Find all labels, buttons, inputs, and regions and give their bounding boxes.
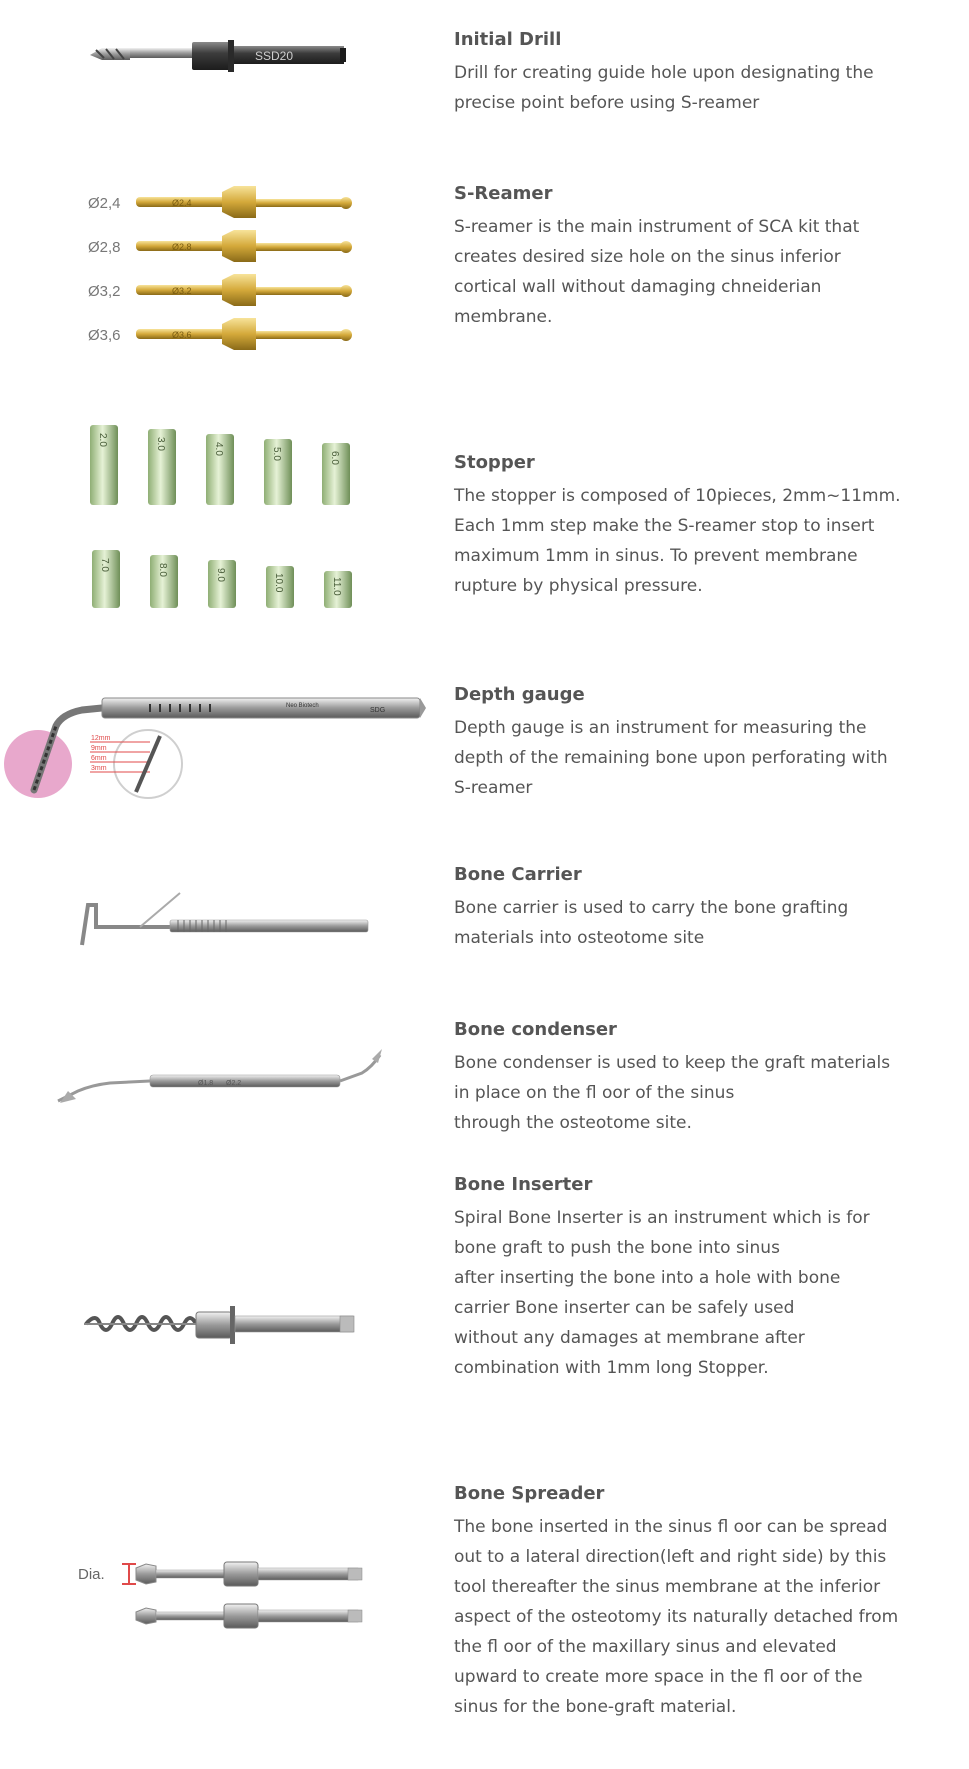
stopper-piece xyxy=(266,566,294,608)
s-reamer-title: S-Reamer xyxy=(454,183,553,204)
stopper-description: The stopper is composed of 10pieces, 2mm~11mm. Each 1mm step make the S-reamer stop to insert maximum 1mm in sinus. To prevent membrane rupture by physical pressure. xyxy=(454,486,901,596)
bone-carrier-image xyxy=(0,865,440,975)
stopper-piece xyxy=(150,555,178,608)
depth-mark-label: 6mm xyxy=(91,755,107,762)
depth-mark-label: 12mm xyxy=(91,735,111,742)
initial-drill-image xyxy=(0,0,440,150)
s-reamer-row-1 xyxy=(88,186,352,218)
dia-indicator xyxy=(122,1564,136,1584)
bone-inserter-icon xyxy=(0,1200,440,1430)
stopper-piece xyxy=(322,443,350,505)
depth-gauge-brand: Neo Biotech xyxy=(286,703,319,709)
stopper-size-label: 11.0 xyxy=(331,577,342,596)
depth-gauge-image xyxy=(0,680,440,820)
bone-spreader-image xyxy=(0,1480,440,1740)
bone-condenser-icon xyxy=(0,1015,440,1145)
stopper-piece xyxy=(264,439,292,505)
initial-drill-icon xyxy=(0,0,440,150)
stopper-piece xyxy=(208,560,236,608)
bone-condenser-description: Bone condenser is used to keep the graft materials in place on the fl oor of the sinus through the osteotome site. xyxy=(454,1053,891,1133)
depth-gauge-model: SDG xyxy=(370,707,386,714)
s-reamer-shaft-label: Ø3.2 xyxy=(172,286,192,296)
drill-label: SSD20 xyxy=(255,49,294,63)
instrument-bone-inserter xyxy=(0,1174,969,1430)
depth-mark-label: 9mm xyxy=(91,745,107,752)
s-reamer-row-3 xyxy=(88,274,352,306)
depth-gauge-description: Depth gauge is an instrument for measuring the depth of the remaining bone upon perforating with S-reamer xyxy=(454,718,888,798)
bone-condenser-title: Bone condenser xyxy=(454,1019,617,1040)
s-reamer-shaft-label: Ø3.6 xyxy=(172,330,192,340)
s-reamer-size-label: Ø3,6 xyxy=(88,327,121,344)
stopper-size-label: 6.0 xyxy=(329,451,340,465)
bone-spreader-title: Bone Spreader xyxy=(454,1483,605,1504)
instrument-stopper xyxy=(0,415,969,645)
depth-mark-label: 3mm xyxy=(91,765,107,772)
s-reamer-size-label: Ø2,8 xyxy=(88,239,121,256)
stopper-title: Stopper xyxy=(454,452,535,473)
s-reamer-size-label: Ø3,2 xyxy=(88,283,121,300)
stopper-size-label: 5.0 xyxy=(271,447,282,461)
depth-gauge-title: Depth gauge xyxy=(454,684,585,705)
instrument-bone-condenser xyxy=(0,1015,969,1145)
s-reamer-icon xyxy=(0,170,440,370)
stopper-image xyxy=(0,415,440,630)
stopper-piece xyxy=(206,434,234,505)
condenser-handle-label: Ø1.8 xyxy=(198,1080,214,1087)
s-reamer-row-2 xyxy=(88,230,352,262)
dia-label: Dia. xyxy=(78,1566,105,1583)
instrument-depth-gauge xyxy=(0,680,969,820)
instrument-bone-carrier xyxy=(0,865,969,975)
bone-spreader-upper xyxy=(136,1562,362,1586)
stopper-piece xyxy=(92,550,120,608)
s-reamer-shaft-label: Ø2.8 xyxy=(172,242,192,252)
instrument-initial-drill xyxy=(0,0,969,150)
bone-inserter-description: Spiral Bone Inserter is an instrument which is for bone graft to push the bone into sinus after inserting the bone into a hole with bone carrier Bone inserter can be safely used without any damages at membrane after combination with 1mm long Stopper. xyxy=(454,1208,870,1378)
bone-carrier-description: Bone carrier is used to carry the bone grafting materials into osteotome site xyxy=(454,898,849,948)
bone-inserter-title: Bone Inserter xyxy=(454,1174,593,1195)
bone-carrier-title: Bone Carrier xyxy=(454,864,582,885)
s-reamer-shaft-label: Ø2.4 xyxy=(172,198,192,208)
bone-condenser-image xyxy=(0,1015,440,1145)
s-reamer-description: S-reamer is the main instrument of SCA kit that creates desired size hole on the sinus inferior cortical wall without damaging chneiderian membrane. xyxy=(454,217,860,327)
s-reamer-image xyxy=(0,170,440,370)
instrument-s-reamer xyxy=(0,170,969,390)
instrument-bone-spreader xyxy=(0,1480,969,1740)
depth-gauge-icon xyxy=(0,680,440,820)
stopper-size-label: 3.0 xyxy=(155,437,166,451)
condenser-handle-label: Ø2.2 xyxy=(226,1080,242,1087)
stopper-piece xyxy=(324,571,352,608)
stopper-piece xyxy=(148,429,176,505)
stopper-size-label: 8.0 xyxy=(157,563,168,577)
s-reamer-size-label: Ø2,4 xyxy=(88,195,121,212)
bone-spreader-icon xyxy=(0,1480,440,1740)
bone-spreader-description: The bone inserted in the sinus fl oor can be spread out to a lateral direction(left and right side) by this tool thereafter the sinus membrane at the inferior aspect of the osteotomy its naturally detached from the fl oor of the maxillary sinus and elevated upward to create more space in the fl oor of the sinus for the bone-graft material. xyxy=(454,1517,899,1717)
bone-carrier-icon xyxy=(0,865,440,975)
stopper-size-label: 7.0 xyxy=(99,558,110,572)
stopper-size-label: 4.0 xyxy=(213,442,224,456)
initial-drill-title: Initial Drill xyxy=(454,29,562,50)
stopper-icon xyxy=(0,415,440,630)
stopper-size-label: 9.0 xyxy=(215,568,226,582)
stopper-piece xyxy=(90,425,118,505)
s-reamer-row-4 xyxy=(88,318,352,350)
stopper-size-label: 10.0 xyxy=(273,573,284,593)
bone-spreader-lower xyxy=(136,1604,362,1628)
bone-inserter-image xyxy=(0,1200,440,1430)
initial-drill-description: Drill for creating guide hole upon designating the precise point before using S-reamer xyxy=(454,63,874,113)
stopper-size-label: 2.0 xyxy=(97,433,108,447)
